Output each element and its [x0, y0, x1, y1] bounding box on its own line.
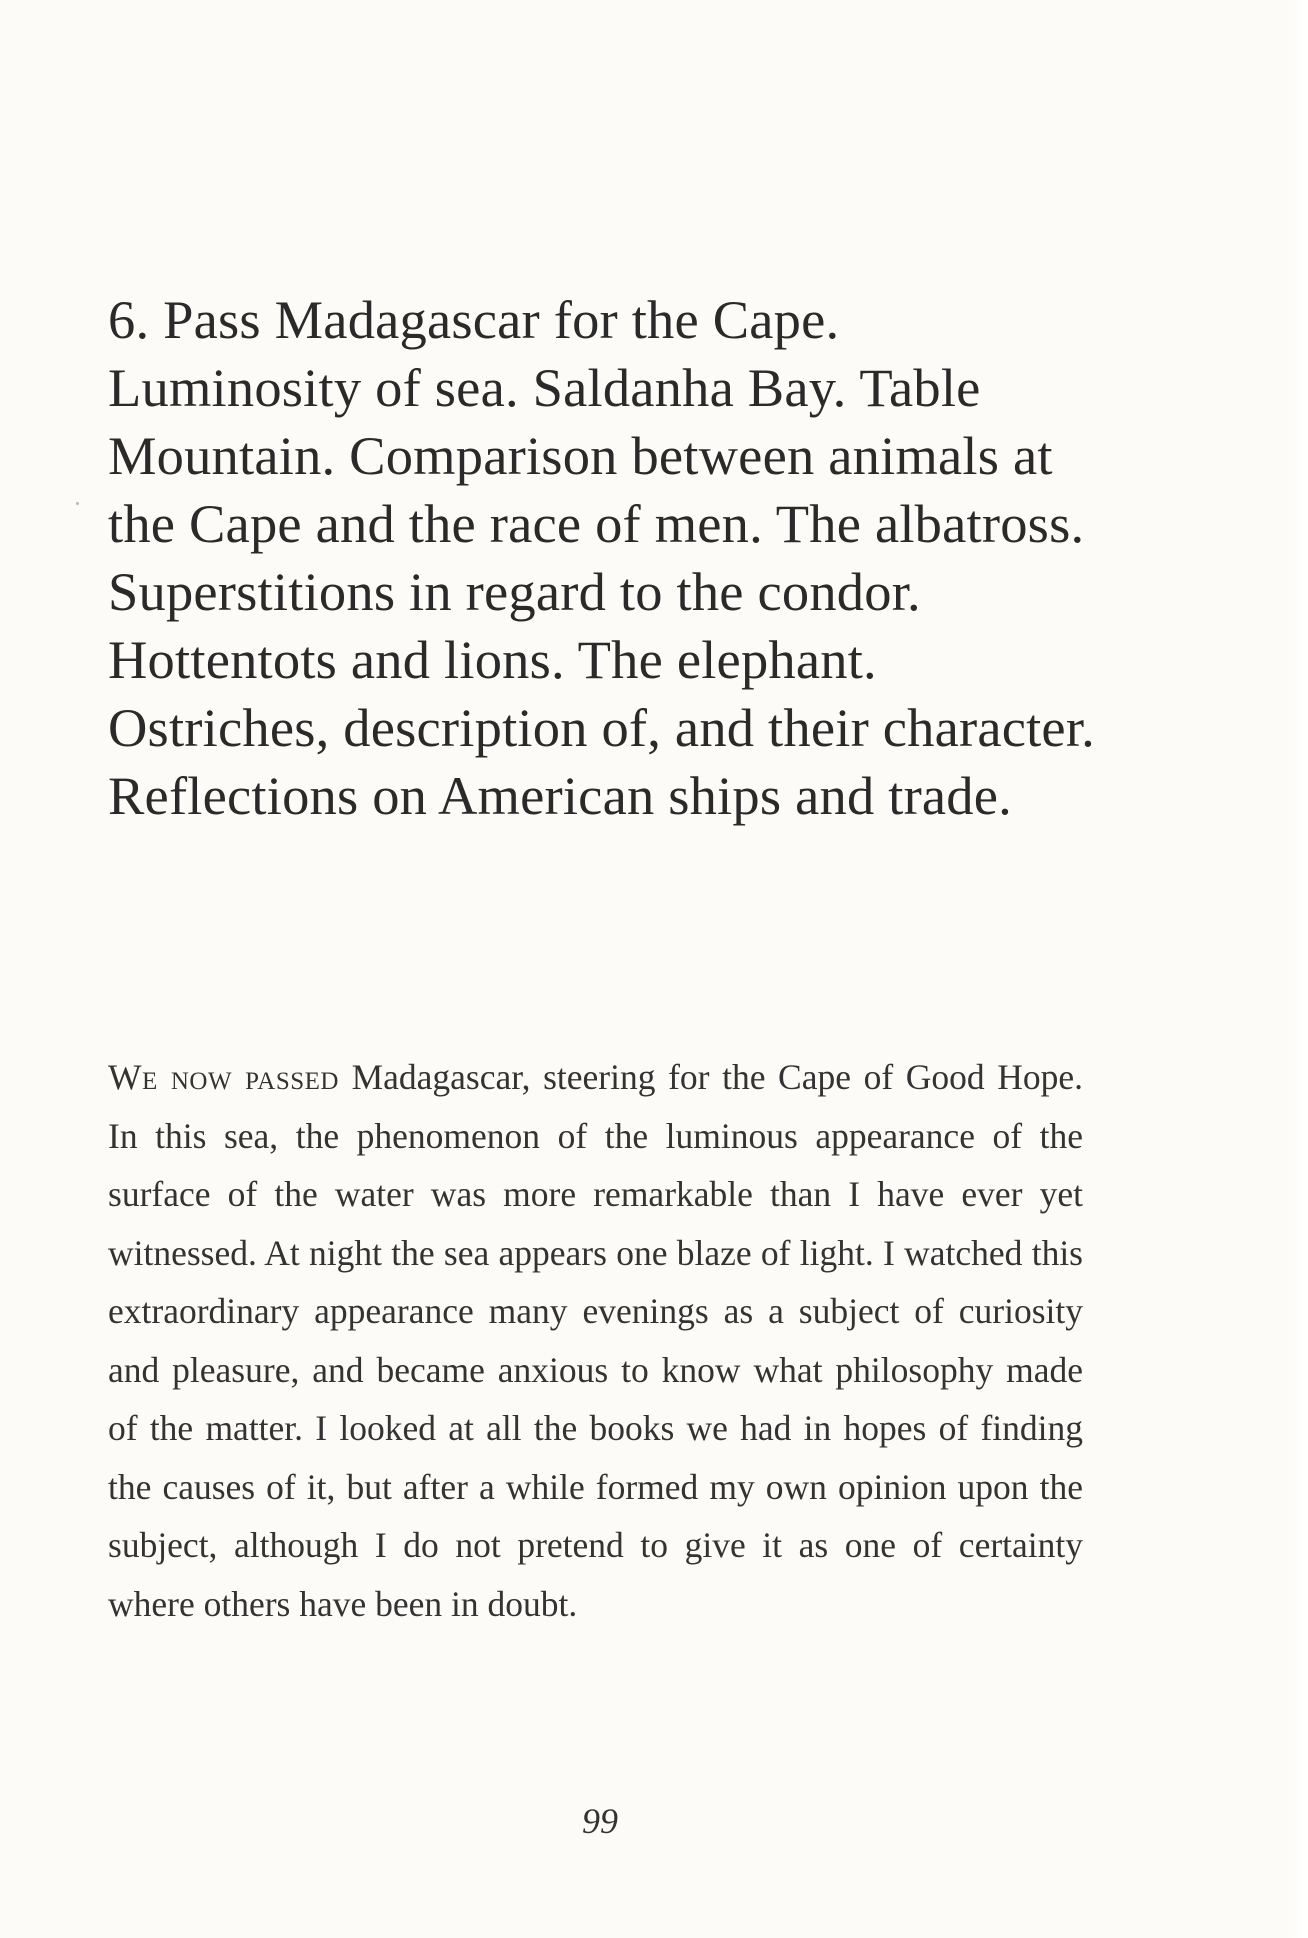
lead-in-small-caps: We now passed [108, 1057, 339, 1097]
chapter-heading: 6. Pass Madagascar for the Cape. Luminosity of sea. Saldanha Bay. Table Mountain. Comparison between animals at the Cape and the race of men. The albatross. Superstitions in regard to the condor. Hottentots and lions. The elephant. Ostriches, description of, and their character. Reflections on American ships and trade. [108, 289, 1095, 826]
page-number: 99 [582, 1801, 618, 1841]
body-paragraph [108, 1048, 1083, 1633]
page-edge [1286, 0, 1308, 1938]
paragraph-text: Madagascar, steering for the Cape of Good Hope. In this sea, the phenomenon of the luminous appearance of the surface of the water was more remarkable than I have ever yet witnessed. At night the sea appears one blaze of light. I watched this extraordinary appearance many evenings as a subject of curiosity and pleasure, and became anxious to know what philosophy made of the matter. I looked at all the books we had in hopes of finding the causes of it, but after a while formed my own opinion upon the subject, although I do not pretend to give it as one of certainty where others have been in doubt. [108, 1057, 1084, 1624]
stray-ink-mark [76, 502, 79, 505]
